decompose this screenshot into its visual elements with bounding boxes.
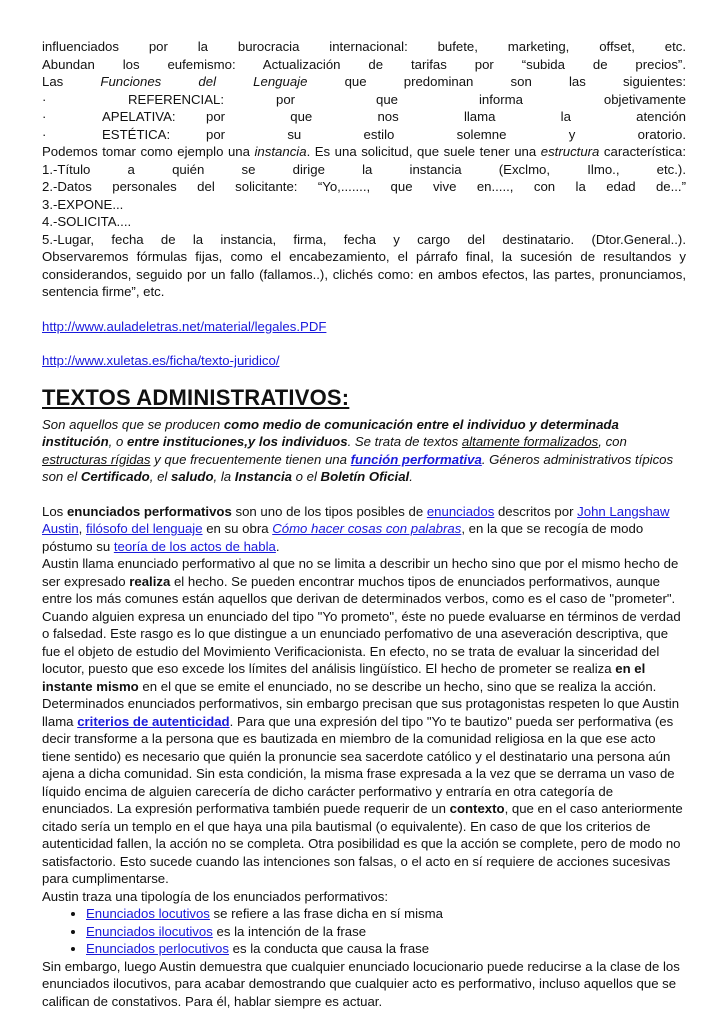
paragraph [42,555,686,695]
text-span: descritos por [494,504,577,519]
link-funcion-performativa[interactable]: función performativa [351,452,482,467]
definition-paragraph [42,416,686,486]
text-span: , la [214,469,235,484]
text-span: . Géneros administrativos típicos son el [42,452,673,485]
bullet-mark: · [42,108,102,126]
function-row [42,126,686,144]
function-name: REFERENCIAL: [118,92,224,107]
function-row [42,91,686,109]
text-span: . Se trata de textos [348,434,462,449]
list-item [86,905,686,923]
link-como-hacer-cosas[interactable]: Cómo hacer cosas con palabras [272,521,461,536]
paragraph [42,695,686,888]
text-line [42,143,686,161]
paragraph [42,503,686,556]
text-line: 2.-Datos personales del solicitante: “Yo,......., que vive en....., con la edad de...” [42,178,686,196]
section-heading: TEXTOS ADMINISTRATIVOS: [42,384,686,412]
text-span: Boletín Oficial [321,469,410,484]
text-span: , el [150,469,171,484]
text-span: Austin llama enunciado performativo al que no se limita a describir un hecho sino que por el mismo hecho de ser expresado [42,556,678,589]
text-span: que predominan son las siguientes: [307,74,686,89]
text-span: entre instituciones,y los individuos [127,434,348,449]
text-span: se refiere a las frase dicha en sí misma [210,906,443,921]
link-criterios-autenticidad[interactable]: criterios de autenticidad [77,714,229,729]
link-legales-pdf[interactable]: http://www.auladeletras.net/material/legales.PDF [42,319,326,334]
paragraph: Austin traza una tipología de los enunciados performativos: [42,888,686,906]
text-span: es la intención de la frase [213,924,366,939]
text-span: o el [292,469,321,484]
text-line: influenciados por la burocracia internacional: bufete, marketing, offset, etc. [42,38,686,56]
text-span: . Es una solicitud, que suele tener una [307,144,541,159]
list-item [86,940,686,958]
link-enunciados-locutivos[interactable]: Enunciados locutivos [86,906,210,921]
text-span: y que frecuentemente tienen una [150,452,350,467]
text-span: característica: [599,144,686,159]
text-span: Certificado [81,469,150,484]
text-span: Podemos tomar como ejemplo una [42,144,255,159]
text-span: Determinados enunciados performativos, sin embargo precisan que sus protagonistas respeten lo que Austin llama [42,696,679,729]
paragraph: Sin embargo, luego Austin demuestra que cualquier enunciado locucionario puede reducirse a la clase de los enunciados ilocutivos, para acabar demostrando que cualquier acto es performativo, incluso aquellos que se califican de constativos. Para él, hablar siempre es actuar. [42,958,686,1010]
function-description: por su estilo solemne y oratorio. [206,126,686,144]
text-line: Abundan los eufemismo: Actualización de tarifas por “subida de precios”. [42,56,686,74]
text-span: Son aquellos que se producen [42,417,224,432]
link-filosofo-del-lenguaje[interactable]: filósofo del lenguaje [86,521,203,536]
text-span: en su obra [203,521,273,536]
text-span: Instancia [235,469,292,484]
text-line: 5.-Lugar, fecha de la instancia, firma, fecha y cargo del destinatario. (Dtor.General..). [42,231,686,249]
text-line [42,73,686,91]
text-span: instancia [255,144,307,159]
function-description: por que nos llama la atención [206,108,686,126]
link-austin[interactable]: John Langshaw Austin [42,504,670,537]
bullet-mark: · [42,91,118,109]
text-span: realiza [129,574,170,589]
text-line: 3.-EXPONE... [42,196,686,214]
bullet-mark: · [42,126,102,144]
paragraph: Observaremos fórmulas fijas, como el encabezamiento, el párrafo final, la sucesión de resultandos y considerandos, seguido por un fallo (fallamos..), clichés como: en ambos efectos, las partes, pronunciamos, sentencia firme”, etc. [42,248,686,301]
text-span: . [276,539,280,554]
text-span: , en la que se recogía de modo póstumo su [42,521,643,554]
text-span: , con [598,434,627,449]
text-span: Funciones del Lenguaje [100,74,307,89]
text-span: Los [42,504,67,519]
text-span: como medio de comunicación entre el individuo y determinada institución [42,417,619,450]
text-span: , que en el caso anteriormente citado sería un templo en el que haya una pila bautismal (o equivalente). En caso de que los criterios de autenticidad fallen, la acción no se completa. Otra posibilidad es que la acción se complete, pero de modo no satisfactorio. Esto sucede cuando las intenciones son falsas, o el acto en sí requiere de acciones sucesivas para cumplimentarse. [42,801,683,886]
function-description: por que informa objetivamente [276,91,686,109]
text-span: , o [109,434,127,449]
function-name: APELATIVA: [102,108,206,126]
link-enunciados[interactable]: enunciados [427,504,494,519]
typology-list [42,905,686,958]
text-line [118,91,276,109]
text-span: saludo [171,469,214,484]
text-span: el hecho. Se pueden encontrar muchos tipos de enunciados performativos, aunque entre los más comunes están aquellos que derivan de determinados verbos, como es el caso de "prometer". Cuando alguien expresa un enunciado del tipo "Yo prometo", éste no puede evaluarse en términos de verdad o falsedad. Este rasgo es lo que distingue a un enunciado perfomativo de una aseveración descriptiva, que fue el objeto de estudio del Movimiento Verificacionista. En efecto, no se trata de evaluar la sinceridad del locutor, puesto que eso excede los límites del análisis lingüístico. El hecho de prometer se realiza [42,574,681,677]
text-span: son uno de los tipos posibles de [232,504,427,519]
text-line: 4.-SOLICITA.... [42,213,686,231]
function-name: ESTÉTICA: [102,126,206,144]
text-span: , [79,521,86,536]
list-item [86,923,686,941]
link-teoria-actos-habla[interactable]: teoría de los actos de habla [114,539,276,554]
text-span: . Para que una expresión del tipo "Yo te bautizo" pueda ser performativa (es decir transforme a la persona que es bautizada en miembro de la comunidad religiosa en la que ese acto tiene sentido) es necesario que quién la pronuncie sea sacerdote católico y el destinatario una persona aún ajena a dicha comunidad. Sin esta condición, la misma frase expresada a la vez que se derrama un vaso de líquido encima de alguien carecería de dicho carácter performativo y entraría en otra categoría de enunciados. La expresión performativa también puede requerir de un [42,714,675,817]
link-enunciados-ilocutivos[interactable]: Enunciados ilocutivos [86,924,213,939]
document-page [42,38,686,1010]
text-span: estructura [541,144,600,159]
text-span: en el que se emite el enunciado, no se describe un hecho, sino que se realiza la acción. [139,679,657,694]
text-span: enunciados performativos [67,504,232,519]
text-span: en el instante mismo [42,661,645,694]
text-span: Las [42,74,100,89]
text-span: altamente formalizados [462,434,598,449]
text-line: 1.-Título a quién se dirige la instancia (Exclmo, Ilmo., etc.). [42,161,686,179]
link-texto-juridico[interactable]: http://www.xuletas.es/ficha/texto-juridico/ [42,353,279,368]
link-enunciados-perlocutivos[interactable]: Enunciados perlocutivos [86,941,229,956]
function-row [42,108,686,126]
text-span: es la conducta que causa la frase [229,941,429,956]
text-span: estructuras rígidas [42,452,150,467]
text-span: . [409,469,413,484]
text-span: contexto [450,801,505,816]
